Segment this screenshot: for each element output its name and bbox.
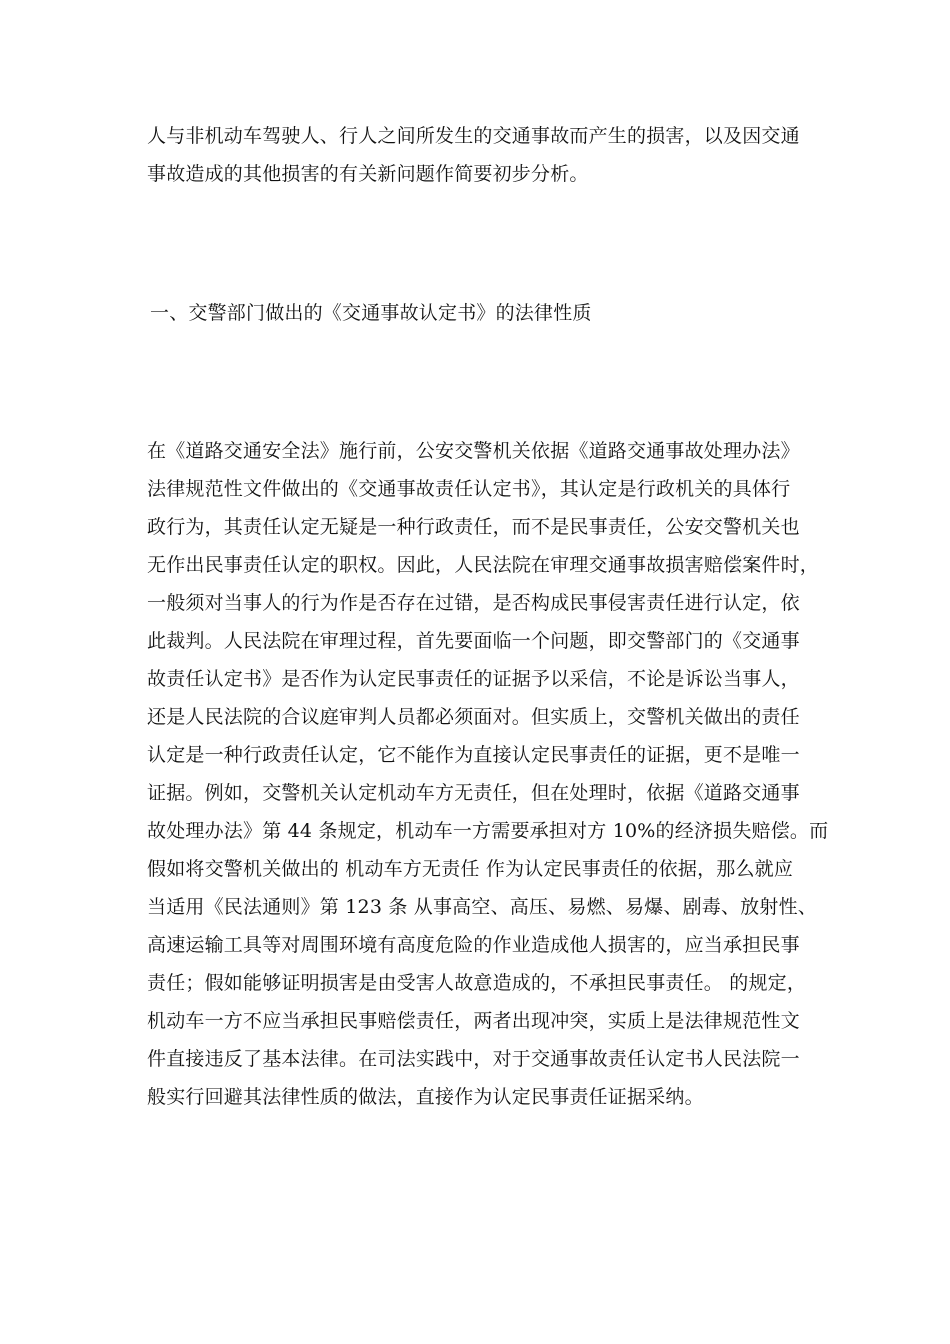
body-line: 当适用《民法通则》第 123 条 从事高空、高压、易燃、易爆、剧毒、放射性、 — [147, 896, 817, 918]
body-line: 故处理办法》第 44 条规定，机动车一方需要承担对方 10%的经济损失赔偿。而 — [147, 820, 829, 842]
body-line: 一般须对当事人的行为作是否存在过错，是否构成民事侵害责任进行认定，依 — [147, 592, 800, 614]
body-line: 假如将交警机关做出的 机动车方无责任 作为认定民事责任的依据，那么就应 — [147, 858, 794, 880]
body-line: 般实行回避其法律性质的做法，直接作为认定民事责任证据采纳。 — [147, 1086, 704, 1108]
body-line: 证据。例如，交警机关认定机动车方无责任，但在处理时，依据《道路交通事 — [147, 782, 800, 804]
body-line: 政行为，其责任认定无疑是一种行政责任，而不是民事责任，公安交警机关也 — [147, 516, 800, 538]
body-line: 认定是一种行政责任认定，它不能作为直接认定民事责任的证据，更不是唯一 — [147, 744, 800, 766]
body-line: 还是人民法院的合议庭审判人员都必须面对。但实质上，交警机关做出的责任 — [147, 706, 800, 728]
body-line: 此裁判。人民法院在审理过程，首先要面临一个问题，即交警部门的《交通事 — [147, 630, 800, 652]
body-line: 无作出民事责任认定的职权。因此，人民法院在审理交通事故损害赔偿案件时， — [147, 554, 820, 576]
body-line: 件直接违反了基本法律。在司法实践中，对于交通事故责任认定书人民法院一 — [147, 1048, 800, 1070]
body-line: 机动车一方不应当承担民事赔偿责任，两者出现冲突，实质上是法律规范性文 — [147, 1010, 800, 1032]
body-line: 故责任认定书》是否作为认定民事责任的证据予以采信，不论是诉讼当事人， — [147, 668, 800, 690]
intro-line: 事故造成的其他损害的有关新问题作简要初步分析。 — [147, 163, 589, 185]
body-line: 法律规范性文件做出的《交通事故责任认定书》，其认定是行政机关的具体行 — [147, 478, 791, 500]
section-heading: 一、交警部门做出的《交通事故认定书》的法律性质 — [150, 302, 592, 324]
body-line: 责任；假如能够证明损害是由受害人故意造成的，不承担民事责任。 的规定， — [147, 972, 807, 994]
body-line: 高速运输工具等对周围环境有高度危险的作业造成他人损害的，应当承担民事 — [147, 934, 800, 956]
intro-line: 人与非机动车驾驶人、行人之间所发生的交通事故而产生的损害，以及因交通 — [147, 125, 800, 147]
body-line: 在《道路交通安全法》施行前，公安交警机关依据《道路交通事故处理办法》 — [147, 440, 800, 462]
